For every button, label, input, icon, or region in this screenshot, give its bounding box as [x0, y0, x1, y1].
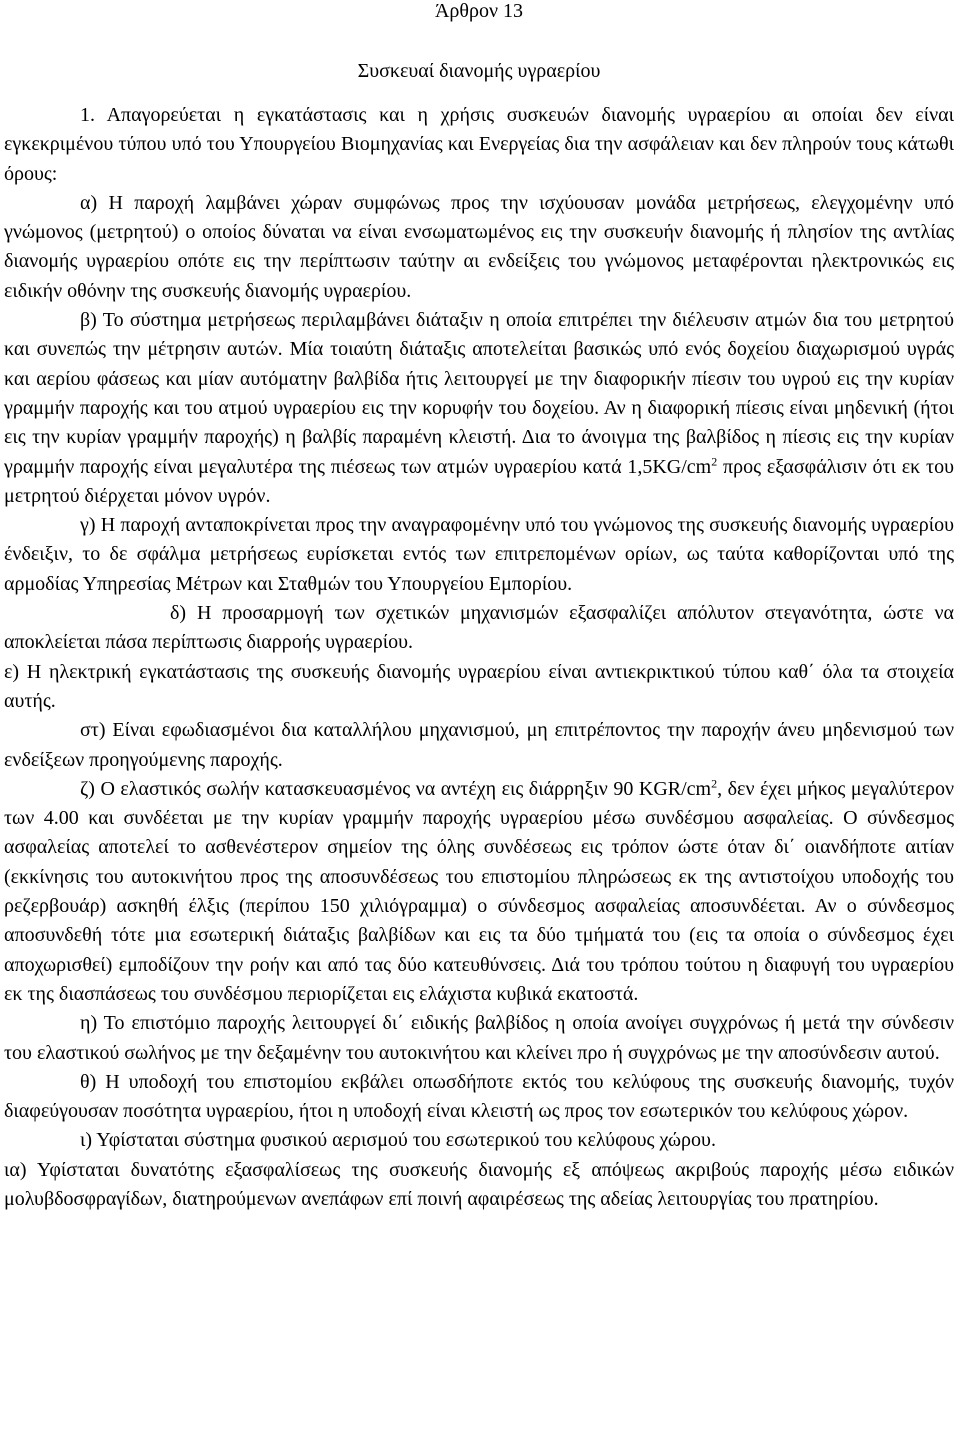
paragraph-alpha: α) Η παροχή λαμβάνει χώραν συμφώνως προς την ισχύουσαν μονάδα μετρήσεως, ελεγχομένην υπό γνώμονος (μετρητού) ο οποίος δύναται να είναι ενσωματωμένος εις την συσκευήν διανομής ή πλησίον της αντλίας διανομής υγραερίου οπότε εις την περίπτωσιν ταύτην αι ενδείξεις του γνώμονος μεταφέρονται ηλεκτρονικώς εις ειδικήν οθόνην της συσκευής διανομής υγραερίου. — [4, 191, 954, 302]
paragraph-epsilon: ε) Η ηλεκτρική εγκατάστασις της συσκευής διανομής υγραερίου είναι αντιεκρικτικού τύπου καθ΄ όλα τα στοιχεία αυτής. — [4, 660, 954, 712]
paragraph-zeta — [4, 775, 954, 1009]
paragraph-gamma: γ) Η παροχή ανταποκρίνεται προς την αναγραφομένην υπό του γνώμονος της συσκευής διανομής υγραερίου ένδειξιν, το δε σφάλμα μετρήσεως ευρίσκεται εντός των επιτρεπομένων ορίων, ως ταύτα καθορίζονται υπό της αρμοδίας Υπηρεσίας Μέτρων και Σταθμών του Υπουργείου Εμπορίου. — [4, 514, 954, 595]
zeta-superscript: 2 — [711, 776, 718, 791]
paragraph-iota-alpha: ια) Υφίσταται δυνατότης εξασφαλίσεως της συσκευής διανομής εξ απόψεως ακριβούς παροχής μέσω ειδικών μολυβδοσφραγίδων, διατηρούμενων ανεπάφων επί ποινή αφαιρέσεως της αδείας λειτουργίας του πρατηρίου. — [4, 1158, 954, 1210]
paragraph-zeta-text: ζ) Ο ελαστικός σωλήν κατασκευασμένος να αντέχη εις διάρρηξιν 90 KGR/cm — [80, 777, 712, 800]
paragraph-beta-tail: προς εξασφάλισιν ότι εκ του μετρητού διέρχεται μόνον υγρόν. — [4, 455, 954, 507]
paragraph-st: στ) Είναι εφωδιασμένοι δια καταλλήλου μηχανισμού, μη επιτρέποντος την παροχήν άνευ μηδενισμού των ενδείξεων προηγούμενης παροχής. — [4, 719, 954, 771]
paragraph-zeta-tail: , δεν έχει μήκος μεγαλύτερον των 4.00 και συνδέεται με την κυρίαν γραμμήν παροχής υγραερίου μέσω συνδέσμου ασφαλείας. Ο σύνδεσμος ασφαλείας αποτελεί το ασθενέστερον σημείον της όλης συνδέσεως εις τρόπον ώστε όταν δι΄ οιανδήποτε αιτίαν (εκκίνησις του αυτοκινήτου προς της αποσυνδέσεως του επιστομίου πληρώσεως εκ της αντιστοίχου υποδοχής του ρεζερβουάρ) ασκηθή έλξις (περίπου 150 χιλιόγραμμα) ο σύνδεσμος ασφαλείας αποσυνδέεται. Αν ο σύνδεσμος αποσυνδεθή τότε μια εσωτερική διάταξις βαλβίδων και εις τα δύο τμήματά του (εις τα οποία ο σύνδεσμος έχει αποχωρισθεί) εμποδίζουν την ροήν και από τας δύο κατευθύνσεις. Διά του τρόπου τούτου η διαφυγή του υγραερίου εκ της διασπάσεως του συνδέσμου περιορίζεται εις ελάχιστα κυβικά εκατοστά. — [4, 777, 955, 1005]
paragraph-eta: η) Το επιστόμιο παροχής λειτουργεί δι΄ ειδικής βαλβίδος η οποία ανοίγει συγχρόνως ή μετά την σύνδεσιν του ελαστικού σωλήνος με την δεξαμένην του αυτοκινήτου και κλείνει προ ή συγχρόνως με την αποσύνδεσιν αυτού. — [4, 1012, 954, 1064]
article-number: Άρθρον 13 — [434, 0, 524, 22]
paragraph-iota: ι) Υφίσταται σύστημα φυσικού αερισμού του εσωτερικού του κελύφους χώρου. — [80, 1129, 716, 1152]
paragraph-beta — [4, 306, 954, 511]
paragraph-beta-text: β) Το σύστημα μετρήσεως περιλαμβάνει διάταξιν η οποία επιτρέπει την διέλευσιν ατμών δια του μετρητού και συνεπώς την μέτρησιν αυτών. Μία τοιαύτη διάταξις αποτελείται βασικώς υπό ενός δοχείου διαχωρισμού υγράς και αερίου φάσεως και μίαν αυτόματην βαλβίδα ήτις λειτουργεί με την διαφορικήν πίεσιν του υγρού εις την κυρίαν γραμμήν παροχής και του ατμού υγραερίου εις την κορυφήν του δοχείου. Αν η διαφορική πίεσις είναι μηδενική (ήτοι εις την κυρίαν γραμμήν παροχής) η βαλβίς παραμένη κλειστή. Δια το άνοιγμα της βαλβίδος η πίεσις εις την κυρίαν γραμμήν παροχής είναι μεγαλυτέρα της πιέσεως των ατμών υγραερίου κατά 1,5KG/cm — [4, 309, 954, 478]
paragraph-delta: δ) Η προσαρμογή των σχετικών μηχανισμών εξασφαλίζει απόλυτον στεγανότητα, ώστε να αποκλείεται πάσα περίπτωσις διαρροής υγραερίου. — [4, 602, 954, 654]
beta-superscript: 2 — [711, 453, 718, 468]
article-title: Συσκευαί διανομής υγραερίου — [357, 60, 601, 82]
paragraph-1: 1. Απαγορεύεται η εγκατάστασις και η χρήσις συσκευών διανομής υγραερίου αι οποίαι δεν είναι εγκεκριμένου τύπου υπό του Υπουργείου Βιομηχανίας και Ενεργείας δια την ασφάλειαν και δεν πληρούν τους κάτωθι όρους: — [4, 104, 954, 185]
paragraph-theta: θ) Η υποδοχή του επιστομίου εκβάλει οπωσδήποτε εκτός του κελύφους της συσκευής διανομής, τυχόν διαφεύγουσαν ποσότητα υγραερίου, ήτοι η υποδοχή είναι κλειστή ως προς τον εσωτερικόν του κελύφους χώρον. — [4, 1070, 954, 1123]
